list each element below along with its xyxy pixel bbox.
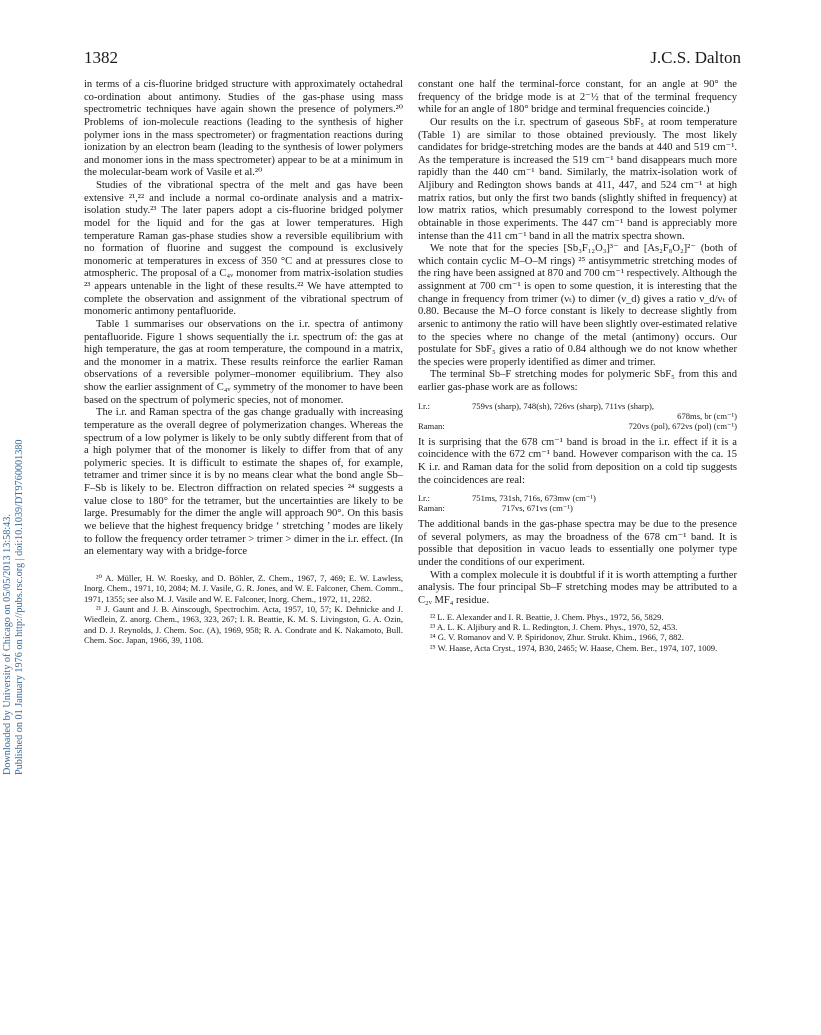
paragraph: constant one half the terminal-force constant, for an angle at 90° the frequency of the bridge mode is at 2⁻½ that of the terminal frequency while for an angle of 180° bridge and terminal frequencies coincide.) xyxy=(418,79,737,116)
footnote-25: ²⁵ W. Haase, Acta Cryst., 1974, B30, 2465; W. Haase, Chem. Ber., 1974, 107, 1009. xyxy=(430,642,718,653)
paragraph: in terms of a cis-fluorine bridged structure with approximately octahedral co-ordination about antimony. Studies of the gas-phase using mass spectrometric techniques have again shown the presence of polymers.²⁰ Problems of ion-molecule reactions (leading to the synthesis of higher polymer ions in the mass spectrometer) or fragmentation reactions during ionization by an electron beam (leading to the synthesis of lower polymers and monomer ions in the mass spectrometer) appear to be at a minimum in the molecular-beam work of Vasile et al.²⁰ xyxy=(84,79,403,179)
download-line: Downloaded by University of Chicago on 05/05/2013 13:58:43. xyxy=(2,514,13,775)
footnotes xyxy=(418,612,737,654)
right-column xyxy=(418,79,737,653)
spectral-data-gas xyxy=(418,401,737,431)
page-number: 1382 xyxy=(84,48,118,67)
paragraph: The i.r. and Raman spectra of the gas change gradually with increasing temperature as the overall degree of polymerization changes. Whereas the spectrum of a low polymer is likely to be only subtly different from that of a high polymer that of the monomer is likely to differ from that of any polymeric species. It is difficult to estimate the shapes of, for example, tetramer and trimer since it is by no means clear what the bond angle Sb–F–Sb is likely to be. Electron diffraction on related species ²⁴ suggests a value close to 180° for the tetramer, but the uncertainties are likely to be large. Presumably for the dimer the angle will approach 90°. On this basis we believe that the highest frequency bridge ‘ stretching ’ modes are likely to follow the frequency order tetramer > trimer > dimer in the i.r. effect. (In an elementary way with a bridge-force xyxy=(84,407,403,558)
download-watermark xyxy=(2,80,26,780)
footnote-22: ²² L. E. Alexander and I. R. Beattie, J. Chem. Phys., 1972, 56, 5829. xyxy=(430,611,664,622)
paragraph: Our results on the i.r. spectrum of gaseous SbF₅ at room temperature (Table 1) are similar to those obtained previously. The most likely candidates for bridge-stretching modes are the bands at 440 and 519 cm⁻¹. As the temperature is increased the 519 cm⁻¹ band disappears much more rapidly than the 440 cm⁻¹ band. Similarly, the matrix-isolation work of Aljibury and Redington shows bands at 411, 447, and 524 cm⁻¹ at high matrix ratios, but only the first two bands (slightly shifted in frequency) at low matrix ratios, which presumably correspond to the lowest polymer obtainable in those experiments. The 447 cm⁻¹ band is appreciably more intense than the 411 cm⁻¹ band in all the matrix spectra shown. xyxy=(418,116,737,242)
paragraph: It is surprising that the 678 cm⁻¹ band is broad in the i.r. effect if it is a coincidence with the 672 cm⁻¹ band. However comparison with the ca. 15 K i.r. and Raman data for the solid from deposition on a cold tip suggests the coincidences are real: xyxy=(418,436,737,486)
paragraph: We note that for the species [Sb₃F₁₂O₃]³⁻ and [As₂F₈O₂]²⁻ (both of which contain cyclic M–O–M rings) ²⁵ antisymmetric stretching modes of the ring have been assigned at 870 and 700 cm⁻¹ respectively. Although the assignment at 700 cm⁻¹ is open to some question, it is interesting that the change in frequency from trimer (νₜ) to dimer (ν_d) gives a ratio ν_d/νₜ of 0.80. Because the M–O force constant is likely to decrease slightly from arsenic to antimony the ratio will have been slightly over-estimated relative to the species where no change of the metal (antimony) occurs. Our postulate for SbF₅ gives a ratio of 0.84 although we do not know whether the species were properly identified as dimer and trimer. xyxy=(418,243,737,368)
footnote-23: ²³ A. L. K. Aljibury and R. L. Redington, J. Chem. Phys., 1970, 52, 453. xyxy=(430,621,678,632)
spectral-data-solid xyxy=(418,493,737,513)
doi-link[interactable]: Published on 01 January 1976 on http://pubs.rsc.org | doi:10.1039/DT9760001380 xyxy=(14,439,25,775)
paragraph: The terminal Sb–F stretching modes for polymeric SbF₅ from this and earlier gas-phase work are as follows: xyxy=(418,369,737,393)
data-value: 759vs (sharp), 748(sh), 726vs (sharp), 711vs (sharp), xyxy=(472,400,655,411)
journal-title: J.C.S. Dalton xyxy=(650,48,741,67)
paragraph: Table 1 summarises our observations on the i.r. spectra of antimony pentafluoride. Figure 1 shows sequentially the i.r. spectrum of: the gas at high temperature, the gas at room temperature, the compound in a matrix, and the monomer in a matrix. These results reinforce the earlier Raman observations of a reversible polymer–monomer equilibrium. They also show the earlier assignment of C₄ᵥ symmetry of the monomer to have been based on the spectrum of polymeric species, not of monomer. xyxy=(84,318,403,406)
paragraph: With a complex molecule it is doubtful if it is worth attempting a further analysis. The four principal Sb–F stretching modes may be attributed to a C₂ᵥ MF₄ residue. xyxy=(418,569,737,606)
left-column xyxy=(84,79,403,646)
footnote-21: ²¹ J. Gaunt and J. B. Ainscough, Spectrochim. Acta, 1957, 10, 57; K. Dehnicke and J. Wiedlein, Z. anorg. Chem., 1963, 323, 267; I. R. Beattie, K. M. S. Livingston, G. A. Ozin, and D. J. Reynolds, J. Chem. Soc. (A), 1969, 958; R. A. Condrate and K. Nakamoto, Bull. Chem. Soc. Japan, 1966, 39, 1108. xyxy=(84,603,403,646)
footnotes xyxy=(84,573,403,646)
data-label: I.r.: xyxy=(418,400,430,411)
paragraph: Studies of the vibrational spectra of the melt and gas have been extensive ²¹,²² and include a normal co-ordinate analysis and a matrix-isolation study.²³ The later papers adopt a cis-fluorine bridged polymer model for the liquid and for the gas at lower temperatures. High temperature Raman gas-phase studies show a reversible equilibrium with no formation of fluorine and suggest the compound is exclusively monomeric at temperatures in excess of 350 °C and at pressures close to atmospheric. The proposal of a C₄ᵥ monomer from matrix-isolation studies ²³ appears untenable in the light of these results.²² We have attempted to complete the observation and assignment of the vibrational spectrum of monomeric antimony pentafluoride. xyxy=(84,180,403,318)
footnote-24: ²⁴ G. V. Romanov and V. P. Spiridonov, Zhur. Strukt. Khim., 1966, 7, 882. xyxy=(430,632,684,643)
data-label: I.r.: xyxy=(418,493,430,504)
data-value: 720vs (pol), 672vs (pol) (cm⁻¹) xyxy=(628,420,737,431)
data-label: Raman: xyxy=(418,420,445,431)
data-value: 717vs, 671vs (cm⁻¹) xyxy=(502,503,573,514)
data-value: 751ms, 731sh, 716s, 673mw (cm⁻¹) xyxy=(472,493,596,504)
paragraph: The additional bands in the gas-phase spectra may be due to the presence of several polymers, as may the broadness of the 678 cm⁻¹ band. It is possible that deposition in vacuo leads to essentially one polymer type under the conditions of our experiment. xyxy=(418,519,737,568)
data-value: 678ms, br (cm⁻¹) xyxy=(677,410,737,421)
data-label: Raman: xyxy=(418,503,445,514)
footnote-20: ²⁰ A. Müller, H. W. Roesky, and D. Böhler, Z. Chem., 1967, 7, 469; E. W. Lawless, Inorg. Chem., 1971, 10, 2084; M. J. Vasile, G. R. Jones, and W. E. Falconer, Chem. Comm., 1971, 1355; see also M. J. Vasile and W. E. Falconer, Inorg. Chem., 1972, 11, 2282. xyxy=(84,572,403,604)
